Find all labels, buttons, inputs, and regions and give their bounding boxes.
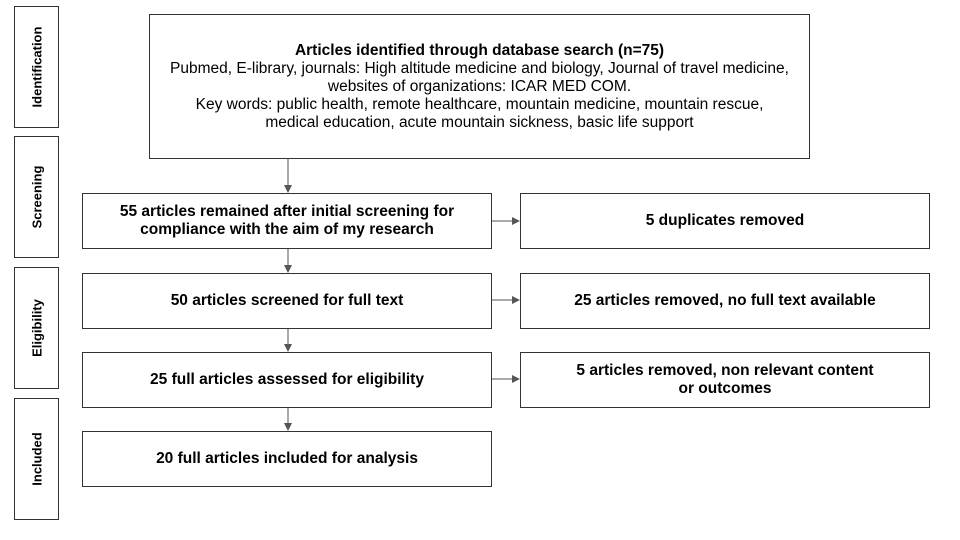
non-relevant-text: 5 articles removed, non relevant content or outcomes <box>576 362 874 397</box>
stage-eligibility-label: Eligibility <box>29 299 44 357</box>
screened-box <box>82 193 492 249</box>
full-text-box <box>82 273 492 329</box>
stage-identification-label: Identification <box>29 26 44 108</box>
non-relevant-box <box>520 352 930 408</box>
stage-screening-label: Screening <box>29 165 44 229</box>
identified-box <box>149 14 810 159</box>
included-text: 20 full articles included for analysis <box>156 450 418 467</box>
identified-keywords: Key words: public health, remote healthcare, mountain medicine, mountain rescue, medical education, acute mountain sickness, basic life support <box>195 95 764 131</box>
identified-sources: Pubmed, E-library, journals: High altitude medicine and biology, Journal of travel medicine, websites of organizations: ICAR MED COM. <box>170 59 789 95</box>
stage-included <box>14 398 59 520</box>
stage-eligibility <box>14 267 59 389</box>
screened-text: 55 articles remained after initial screening for compliance with the aim of my research <box>119 203 455 238</box>
no-full-text-box <box>520 273 930 329</box>
stage-screening <box>14 136 59 258</box>
full-text-text: 50 articles screened for full text <box>170 292 404 309</box>
stage-identification <box>14 6 59 128</box>
identified-title: Articles identified through database search (n=75) <box>294 41 665 59</box>
stage-included-label: Included <box>29 432 44 486</box>
assessed-text: 25 full articles assessed for eligibility <box>150 371 424 388</box>
no-full-text-text: 25 articles removed, no full text available <box>574 292 876 309</box>
assessed-box <box>82 352 492 408</box>
included-box <box>82 431 492 487</box>
duplicates-box <box>520 193 930 249</box>
duplicates-text: 5 duplicates removed <box>645 212 805 229</box>
